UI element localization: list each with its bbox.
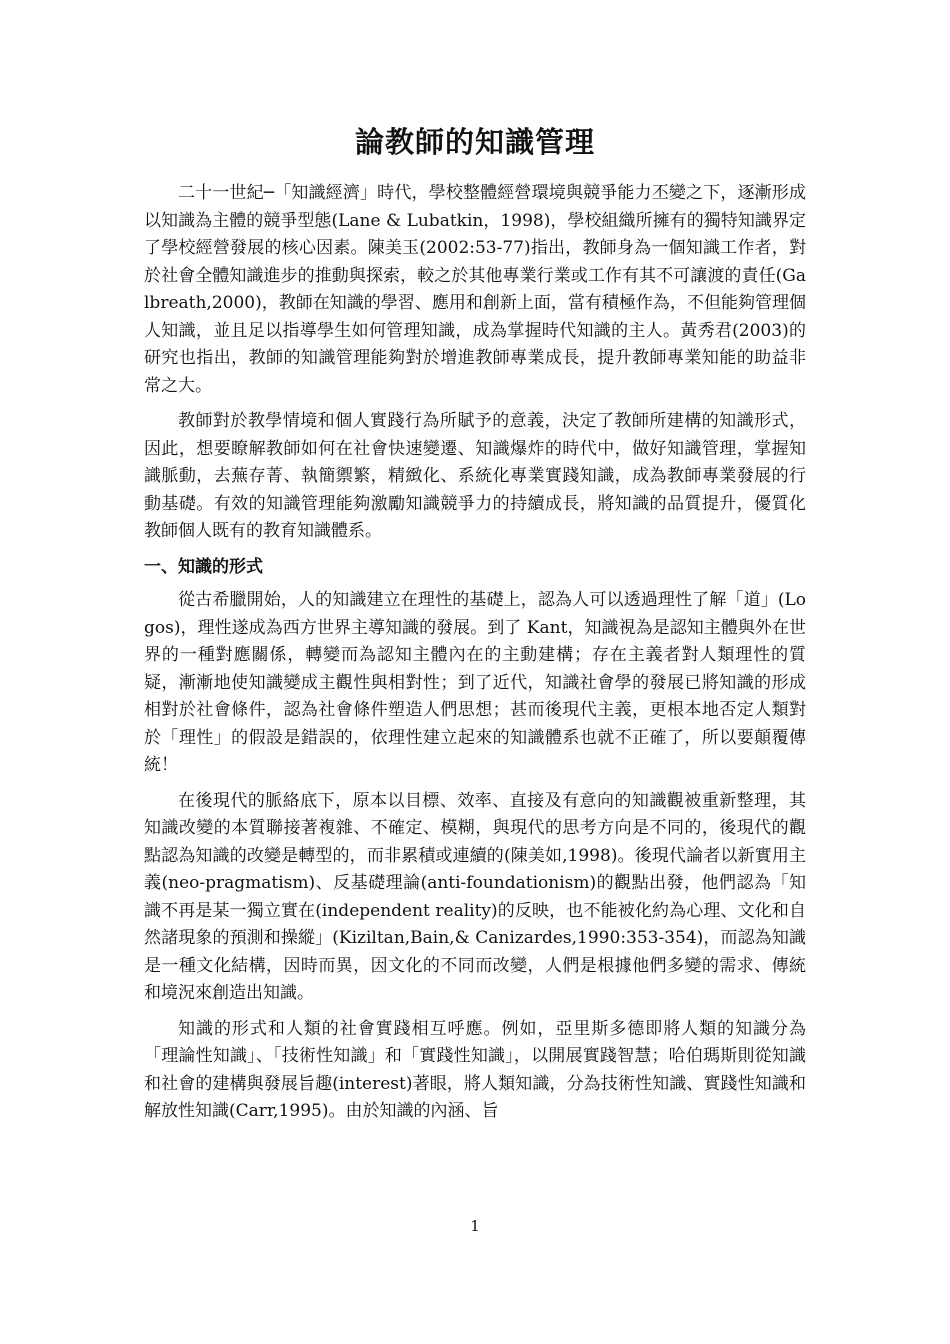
document-body — [144, 180, 806, 1134]
page-number: 1 — [470, 1217, 480, 1235]
paragraph: 在後現代的脈絡底下，原本以目標、效率、直接及有意向的知識觀被重新整理，其知識改變的本質聯接著複雜、不確定、模糊，與現代的思考方向是不同的，後現代的觀點認為知識的改變是轉型的，而非累積或連續的(陳美如,1998)。後現代論者以新實用主義(neo-pragmatism)、反基礎理論(anti-foundationism)的觀點出發，他們認為「知識不再是某一獨立實在(independent reality)的反映，也不能被化約為心理、文化和自然諸現象的預測和操縱」(Kiziltan,Bain,& Canizardes,1990:353-354)，而認為知識是一種文化結構，因時而異，因文化的不同而改變，人們是根據他們多變的需求、傳統和境況來創造出知識。 — [144, 790, 806, 1003]
section-heading: 一、知識的形式 — [144, 556, 263, 577]
paragraph: 知識的形式和人類的社會實踐相互呼應。例如，亞里斯多德即將人類的知識分為「理論性知識」、「技術性知識」和「實踐性知識」，以開展實踐智慧；哈伯瑪斯則從知識和社會的建構與發展旨趣(interest)著眼，將人類知識，分為技術性知識、實踐性知識和解放性知識(Carr,1995)。由於知識的內涵、旨 — [144, 1018, 806, 1121]
paragraph: 二十一世紀─「知識經濟」時代，學校整體經營環境與競爭能力丕變之下，逐漸形成以知識為主體的競爭型態(Lane & Lubatkin，1998)，學校組織所擁有的獨特知識界定了學校經營發展的核心因素。陳美玉(2002:53-77)指出，教師身為一個知識工作者，對於社會全體知識進步的推動與探索，較之於其他專業行業或工作有其不可讓渡的責任(Galbreath,2000)，教師在知識的學習、應用和創新上面，當有積極作為，不但能夠管理個人知識，並且足以指導學生如何管理知識，成為掌握時代知識的主人。黃秀君(2003)的研究也指出，教師的知識管理能夠對於增進教師專業成長，提升教師專業知能的助益非常之大。 — [144, 183, 806, 396]
page-title: 論教師的知識管理 — [354, 125, 595, 159]
paragraph: 從古希臘開始，人的知識建立在理性的基礎上，認為人可以透過理性了解「道」(Logos)，理性遂成為西方世界主導知識的發展。到了 Kant，知識視為是認知主體與外在世界的一種對應關係，轉變而為認知主體內在的主動建構；存在主義者對人類理性的質疑，漸漸地使知識變成主觀性與相對性；到了近代，知識社會學的發展已將知識的形成相對於社會條件，認為社會條件塑造人們思想；甚而後現代主義，更根本地否定人類對於「理性」的假設是錯誤的，依理性建立起來的知識體系也就不正確了，所以要顛覆傳統！ — [144, 590, 806, 775]
paragraph: 教師對於教學情境和個人實踐行為所賦予的意義，決定了教師所建構的知識形式，因此，想要瞭解教師如何在社會快速變遷、知識爆炸的時代中，做好知識管理，掌握知識脈動，去蕪存菁、執簡禦繁，精緻化、系統化專業實踐知識，成為教師專業發展的行動基礎。有效的知識管理能夠激勵知識競爭力的持續成長，將知識的品質提升，優質化教師個人既有的教育知識體系。 — [144, 411, 806, 541]
